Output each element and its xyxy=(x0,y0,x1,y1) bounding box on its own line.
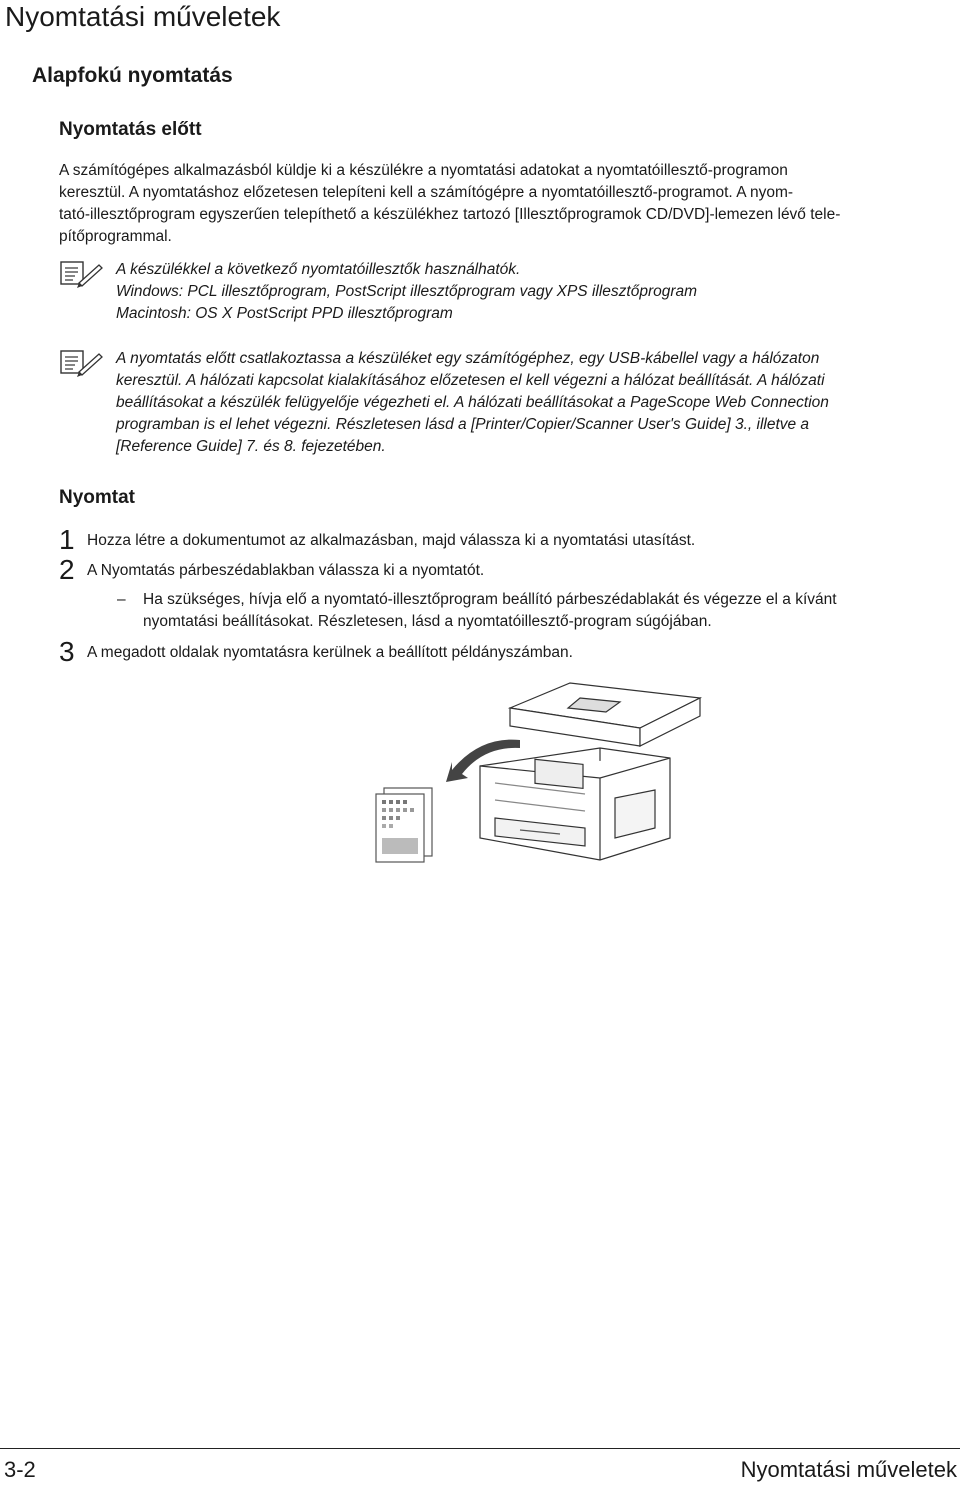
note-line: A nyomtatás előtt csatlakoztassa a készüléket egy számítógéphez, egy USB-kábellel vagy a hálózaton xyxy=(116,350,820,367)
note-pencil-icon xyxy=(59,259,103,289)
printer-illustration xyxy=(480,683,700,860)
intro-line: tató-illesztőprogram egyszerűen telepíthető a készülékhez tartozó [Illesztőprogramok CD/DVD]-lemezen lévő tele- xyxy=(59,206,841,223)
note-line: Windows: PCL illesztőprogram, PostScript illesztőprogram vagy XPS illesztőprogram xyxy=(116,283,698,300)
intro-paragraph xyxy=(59,160,959,248)
substep-line: nyomtatási beállításokat. Részletesen, lásd a nyomtatóillesztő-program súgójában. xyxy=(143,613,712,630)
step-text: A megadott oldalak nyomtatásra kerülnek a beállított példányszámban. xyxy=(87,644,573,661)
subsection-title: Nyomtatás előtt xyxy=(59,119,202,140)
footer-page-number: 3-2 xyxy=(4,1457,36,1482)
page-title: Nyomtatási műveletek xyxy=(5,1,281,32)
section-title: Alapfokú nyomtatás xyxy=(32,64,233,87)
step-text: Hozza létre a dokumentumot az alkalmazásban, majd válassza ki a nyomtatási utasítást. xyxy=(87,532,696,549)
step-number: 2 xyxy=(59,554,75,585)
printing-illustration xyxy=(370,678,730,878)
step-number: 1 xyxy=(59,524,75,555)
note-line: Macintosh: OS X PostScript PPD illesztőprogram xyxy=(116,305,453,322)
intro-line: pítőprogrammal. xyxy=(59,228,172,245)
note-line: [Reference Guide] 7. és 8. fejezetében. xyxy=(116,438,386,455)
footer-divider xyxy=(0,1448,960,1449)
step-number: 3 xyxy=(59,636,75,667)
intro-line: A számítógépes alkalmazásból küldje ki a készülékre a nyomtatási adatokat a nyomtatóillesztő-programon xyxy=(59,162,788,179)
note-line: beállításokat a készülék felügyelője végezheti el. A hálózati beállításokat a PageScope Web Connection xyxy=(116,394,829,411)
note-pencil-icon xyxy=(59,348,103,378)
printed-pages-icon xyxy=(376,788,432,862)
note-line: A készülékkel a következő nyomtatóillesztők használhatók. xyxy=(116,261,521,278)
footer-chapter-title: Nyomtatási műveletek xyxy=(740,1457,957,1482)
note-line: keresztül. A hálózati kapcsolat kialakításához előzetesen el kell végezni a hálózat beállítását. A hálózati xyxy=(116,372,825,389)
intro-line: keresztül. A nyomtatáshoz előzetesen telepíteni kell a számítógépre a nyomtatóillesztő-programot. A nyom- xyxy=(59,184,794,201)
substep-line: Ha szükséges, hívja elő a nyomtató-illesztőprogram beállító párbeszédablakát és végezze el a kívánt xyxy=(143,591,837,608)
step-text: A Nyomtatás párbeszédablakban válassza ki a nyomtatót. xyxy=(87,562,485,579)
substep-dash: – xyxy=(117,591,126,608)
print-heading: Nyomtat xyxy=(59,487,136,508)
note-line: programban is el lehet végezni. Részletesen lásd a [Printer/Copier/Scanner User's Guide] 3., illetve a xyxy=(116,416,810,433)
